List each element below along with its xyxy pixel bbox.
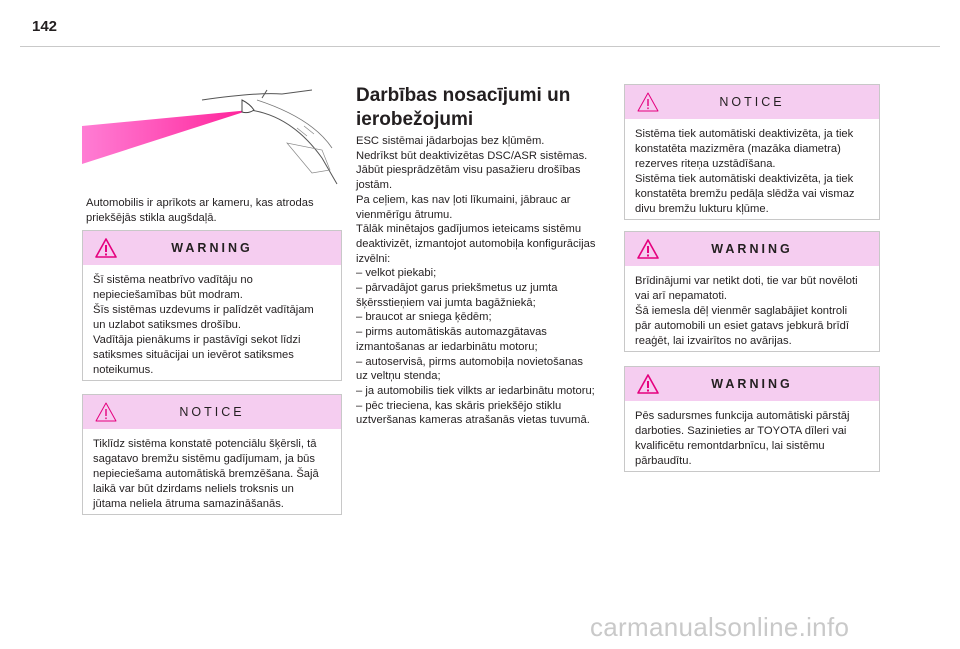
list-item: – ja automobilis tiek vilkts ar iedarbinātu motoru;	[356, 384, 595, 397]
text-line: konstatēta bremžu pedāļa slēdža vai vismaz	[635, 188, 855, 200]
text-line: divu bremžu lukturu kļūme.	[635, 203, 769, 215]
warning-triangle-icon	[95, 238, 117, 258]
text-line: kvalificētu remontdarbnīcu, lai sistēmu	[635, 440, 825, 452]
text-line: Šī sistēma neatbrīvo vadītāju no	[93, 274, 253, 286]
warning-title: WARNING	[171, 241, 253, 255]
notice-box-braking	[82, 394, 342, 515]
warning-body	[625, 401, 879, 477]
list-item: – braucot ar sniega ķēdēm;	[356, 311, 492, 324]
watermark-text: carmanualsonline.info	[590, 612, 850, 642]
warning-body	[83, 265, 341, 386]
list-item: – velkot piekabi;	[356, 267, 437, 280]
illustration-caption: Automobilis ir aprīkots ar kameru, kas atrodas priekšējās stikla augšdaļā.	[86, 197, 314, 224]
text-line: konstatēta mazizmēra (mazāka diametra)	[635, 143, 841, 155]
text-line: Pēs sadursmes funkcija automātiski pārstāj	[635, 410, 850, 422]
text-line: Sistēma tiek automātiski deaktivizēta, ja tiek	[635, 128, 854, 140]
heading-line: ierobežojumi	[356, 109, 474, 130]
list-item: – autoservisā, pirms automobiļa novietošanas	[356, 355, 583, 368]
warning-triangle-icon	[637, 239, 659, 259]
warning-box-alerts	[624, 231, 880, 352]
heading-line: Darbības nosacījumi un	[356, 85, 571, 106]
notice-title: NOTICE	[179, 405, 245, 419]
warning-title: WARNING	[711, 242, 793, 256]
warning-header	[625, 232, 879, 266]
text-line: ESC sistēmai jādarbojas bez kļūmēm.	[356, 135, 545, 147]
text-line: nepieciešamības būt modram.	[93, 289, 243, 301]
notice-body	[83, 429, 341, 520]
text-line: vai arī nepamatoti.	[635, 290, 728, 302]
header-rule	[20, 46, 940, 47]
text-line: pār automobili un esiet gatavs jebkurā brīdī	[635, 320, 849, 332]
warning-title: WARNING	[711, 377, 793, 391]
warning-triangle-icon	[637, 374, 659, 394]
text-line: pārbaudītu.	[635, 455, 692, 467]
text-line: Šā iemesla dēļ vienmēr saglabājiet kontroli	[635, 305, 848, 317]
text-line: un uzlabot satiksmes drošību.	[93, 319, 241, 331]
text-line: noteikumus.	[93, 364, 154, 376]
warning-header	[625, 367, 879, 401]
conditions-text	[356, 134, 614, 428]
page-number: 142	[32, 18, 58, 35]
text-line: šķērsstieņiem vai jumta bagāžniekā;	[356, 296, 536, 309]
text-line: reaģēt, lai izvairītos no avārijas.	[635, 335, 792, 347]
notice-triangle-icon	[95, 402, 117, 422]
list-item: – pēc trieciena, kas skāris priekšējo stiklu	[356, 399, 562, 412]
text-line: Sistēma tiek automātiski deaktivizēta, ja tiek	[635, 173, 854, 185]
windscreen-camera-illustration	[82, 88, 342, 188]
text-line: nepieciešama automātiskā bremzēšana. Šajā	[93, 468, 319, 480]
text-line: sagatavo bremžu sistēmu gadījumam, ja būs	[93, 453, 315, 465]
text-line: Brīdinājumi var netikt doti, tie var būt novēloti	[635, 275, 858, 287]
text-line: izvēlni:	[356, 252, 391, 265]
notice-header	[83, 395, 341, 429]
notice-header	[625, 85, 879, 119]
text-line: izmantošanas ar iedarbinātu motoru;	[356, 340, 538, 353]
text-line: satiksmes situācijai un ievērot satiksmes	[93, 349, 294, 361]
text-line: Jābūt piesprādzētām visu pasažieru drošības	[356, 164, 581, 177]
text-line: rezerves riteņa uzstādīšana.	[635, 158, 776, 170]
notice-title: NOTICE	[719, 95, 785, 109]
warning-header	[83, 231, 341, 265]
warning-box-collision	[624, 366, 880, 472]
notice-triangle-icon	[637, 92, 659, 112]
text-line: Šīs sistēmas uzdevums ir palīdzēt vadītājam	[93, 304, 314, 316]
warning-body	[625, 266, 879, 357]
notice-body	[625, 119, 879, 225]
text-line: jūtama neliela ātruma samazināšanās.	[93, 498, 284, 510]
text-line: jostām.	[356, 179, 393, 192]
text-line: Nedrīkst būt deaktivizētas DSC/ASR sistēmas.	[356, 149, 588, 162]
text-line: Vadītāja pienākums ir pastāvīgi sekot līdzi	[93, 334, 301, 346]
text-line: darboties. Sazinieties ar TOYOTA dīleri vai	[635, 425, 847, 437]
text-line: Tiklīdz sistēma konstatē potenciālu šķērsli, tā	[93, 438, 317, 450]
list-item: – pirms automātiskās automazgātavas	[356, 326, 547, 339]
section-heading	[356, 84, 616, 132]
text-line: Tālāk minētajos gadījumos ieteicams sistēmu	[356, 223, 582, 236]
text-line: vienmērīgu ātrumu.	[356, 208, 453, 221]
text-line: laikā var būt dzirdams neliels troksnis un	[93, 483, 294, 495]
text-line: Pa ceļiem, kas nav ļoti līkumaini, jābrauc ar	[356, 193, 571, 206]
text-line: uz veltņu stenda;	[356, 370, 441, 383]
notice-box-deactivation	[624, 84, 880, 220]
text-line: uztveršanas kameras atrašanās vietas tuvumā.	[356, 414, 590, 427]
text-line: deaktivizēt, izmantojot automobiļa konfigurācijas	[356, 237, 596, 250]
warning-box-driver-attention	[82, 230, 342, 381]
list-item: – pārvadājot garus priekšmetus uz jumta	[356, 282, 558, 295]
